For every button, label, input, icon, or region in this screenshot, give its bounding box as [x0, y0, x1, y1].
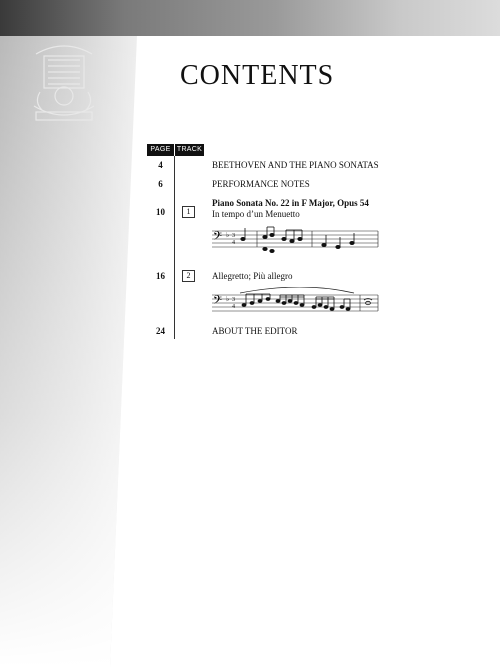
- svg-text:𝄢: 𝄢: [213, 230, 223, 246]
- contents-entry-subtitle: In tempo d’un Menuetto: [212, 209, 300, 219]
- contents-entry-title: BEETHOVEN AND THE PIANO SONATAS: [212, 160, 379, 170]
- svg-text:𝄢: 𝄢: [213, 294, 223, 310]
- svg-text:♭: ♭: [226, 231, 230, 239]
- page-number: 4: [158, 160, 163, 170]
- contents-entry-title: PERFORMANCE NOTES: [212, 179, 310, 189]
- page-number: 6: [158, 179, 163, 189]
- music-staff-icon: [212, 225, 384, 253]
- publisher-seal-icon: [26, 40, 102, 122]
- music-staff-icon: [212, 287, 384, 315]
- svg-text:4: 4: [232, 240, 235, 246]
- contents-entry-title: Piano Sonata No. 22 in F Major, Opus 54: [212, 198, 369, 208]
- svg-text:3: 3: [232, 297, 235, 303]
- column-header-page: PAGE: [147, 144, 174, 156]
- svg-text:3: 3: [232, 233, 235, 239]
- column-header-track: TRACK: [175, 144, 204, 156]
- page-number: 10: [156, 207, 165, 217]
- contents-entry-subtitle: Allegretto; Più allegro: [212, 271, 293, 281]
- column-divider: [174, 156, 175, 339]
- svg-text:♭: ♭: [226, 295, 230, 303]
- page-title: CONTENTS: [180, 60, 335, 91]
- track-number-box: 2: [182, 270, 195, 282]
- contents-entry-title: ABOUT THE EDITOR: [212, 326, 298, 336]
- page-number: 24: [156, 326, 165, 336]
- top-banner: [0, 0, 500, 36]
- page-number: 16: [156, 271, 165, 281]
- track-number-box: 1: [182, 206, 195, 218]
- svg-text:4: 4: [232, 304, 235, 310]
